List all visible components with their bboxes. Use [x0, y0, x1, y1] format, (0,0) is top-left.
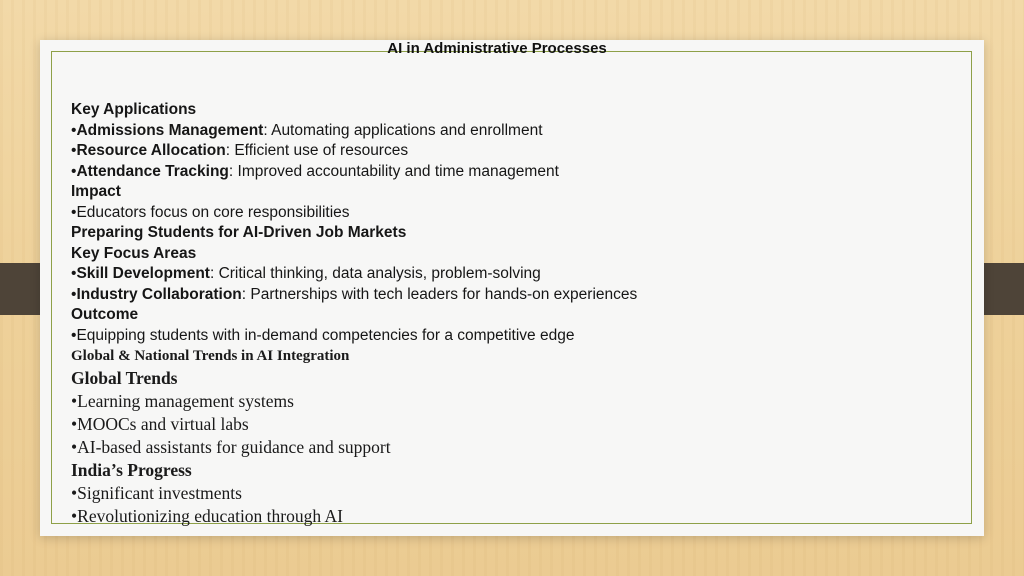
bullet: • — [71, 437, 78, 457]
bullet-item — [71, 482, 637, 505]
bullet-text: Learning management systems — [77, 391, 294, 411]
bullet: • — [71, 121, 77, 139]
bullet-term: Industry Collaboration — [76, 285, 242, 303]
bullet-desc: : Improved accountability and time management — [228, 162, 559, 180]
bullet-item — [71, 436, 637, 459]
bullet-text: Revolutionizing education through AI — [77, 506, 343, 526]
bullet-item — [71, 264, 637, 285]
bullet: • — [71, 506, 78, 526]
bullet-item — [71, 390, 637, 413]
bullet-item — [71, 162, 637, 183]
bullet-item — [71, 413, 637, 436]
bullet-desc: : Critical thinking, data analysis, problem-solving — [209, 265, 541, 282]
bullet-item — [71, 141, 637, 162]
bullet-item — [71, 203, 637, 224]
bullet-desc: : Efficient use of resources — [225, 142, 409, 159]
bullet-text: Equipping students with in-demand competencies for a competitive edge — [76, 326, 575, 344]
bullet-text: Educators focus on core responsibilities — [76, 203, 350, 221]
bullet-term: Admissions Management — [76, 121, 264, 139]
slide-title: AI in Administrative Processes — [387, 40, 607, 57]
outcome-heading: Outcome — [71, 306, 139, 323]
bullet: • — [71, 203, 77, 221]
bullet-desc: : Partnerships with tech leaders for hands-on experiences — [241, 285, 638, 303]
trends-heading: Global & National Trends in AI Integration — [71, 348, 350, 364]
bullet-desc: : Automating applications and enrollment — [263, 121, 543, 139]
bullet: • — [71, 142, 77, 159]
bullet: • — [71, 162, 77, 180]
bullet-item — [71, 505, 637, 528]
key-applications-heading: Key Applications — [71, 101, 197, 118]
bullet: • — [71, 483, 78, 503]
bullet-text: AI-based assistants for guidance and support — [77, 437, 391, 457]
bullet: • — [71, 326, 77, 344]
bullet-text: Significant investments — [77, 483, 242, 503]
bullet-term: Resource Allocation — [76, 142, 226, 159]
bullet-term: Skill Development — [76, 265, 210, 282]
global-trends-heading: Global Trends — [71, 368, 178, 388]
slide-content — [71, 100, 637, 528]
bullet: • — [71, 285, 77, 303]
key-focus-heading: Key Focus Areas — [71, 244, 197, 262]
bullet: • — [71, 391, 78, 411]
preparing-heading: Preparing Students for AI-Driven Job Markets — [71, 224, 407, 241]
bullet-text: MOOCs and virtual labs — [77, 414, 249, 434]
bullet: • — [71, 414, 78, 434]
impact-heading: Impact — [71, 183, 121, 200]
bullet-term: Attendance Tracking — [76, 162, 229, 180]
bullet-item — [71, 326, 637, 347]
bullet-item — [71, 121, 637, 142]
india-heading: India’s Progress — [71, 460, 192, 480]
bullet-item — [71, 285, 637, 306]
bullet: • — [71, 265, 77, 282]
